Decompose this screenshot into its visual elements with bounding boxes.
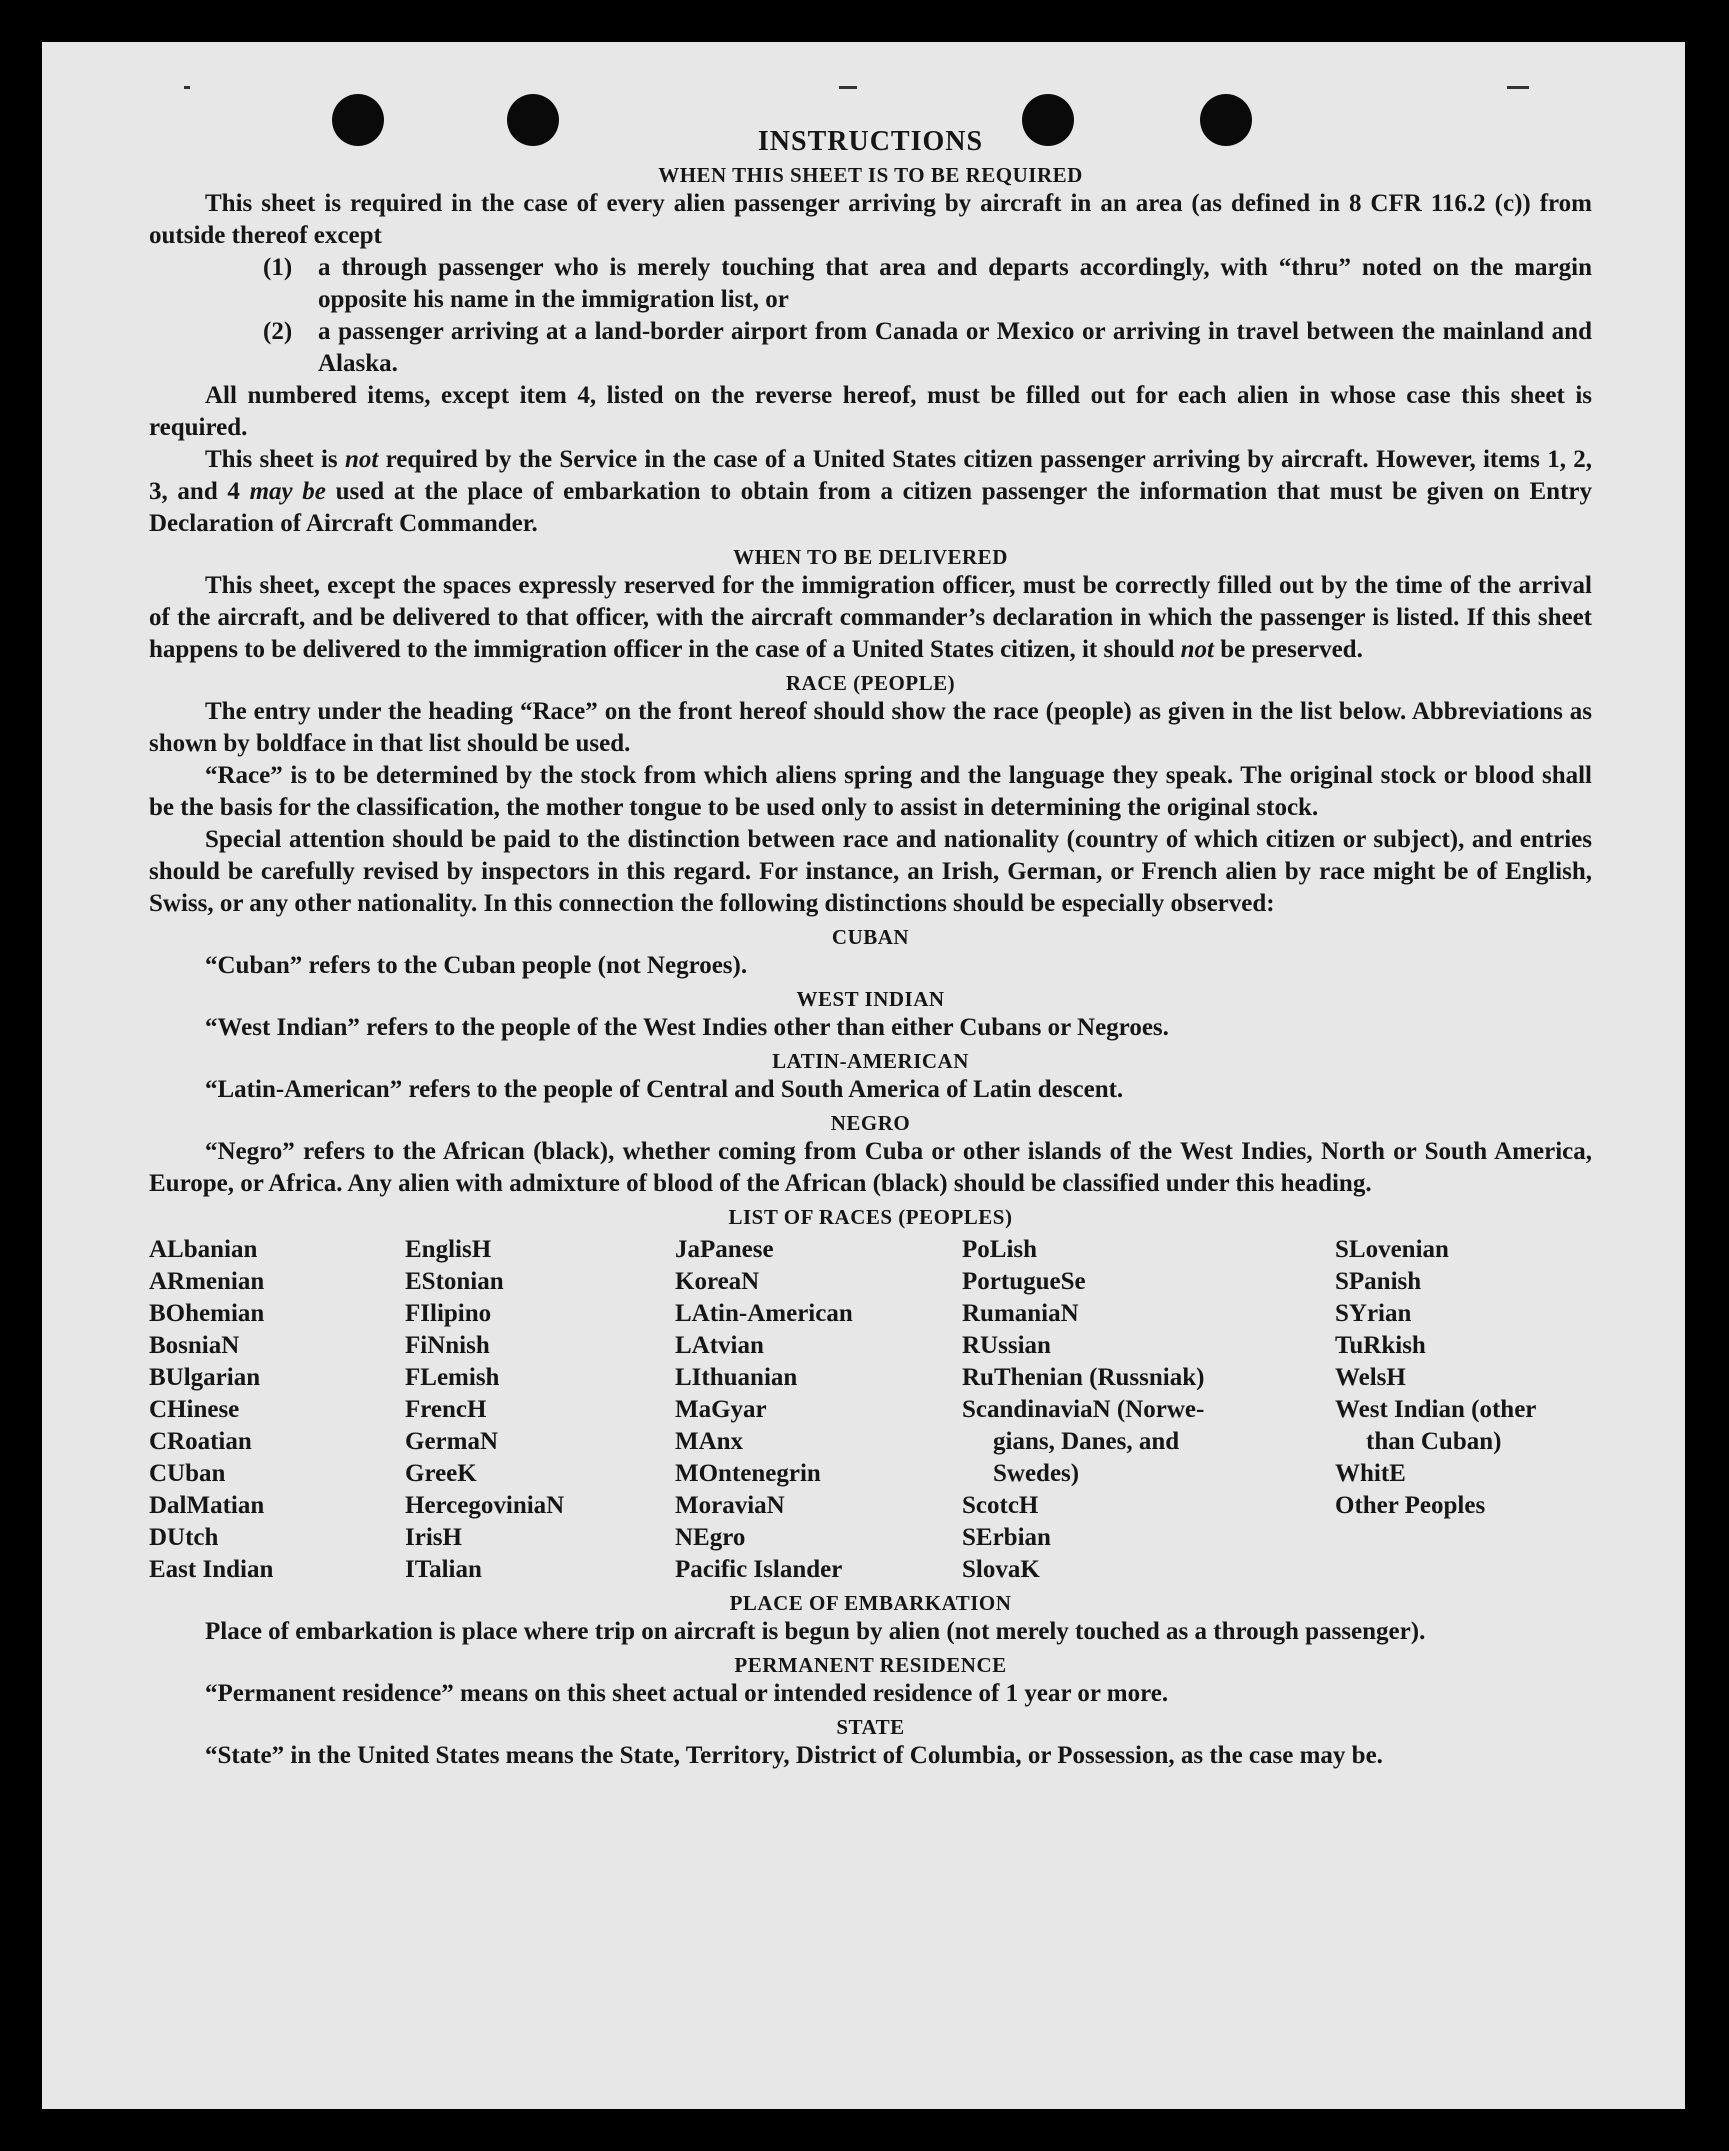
race-item: BOhemian: [149, 1300, 265, 1327]
race-item: gians, Danes, and: [993, 1428, 1180, 1455]
race-item: than Cuban): [1366, 1428, 1502, 1455]
section-heading: PLACE OF EMBARKATION: [729, 1591, 1012, 1615]
race-item: RuThenian (Russniak): [962, 1364, 1205, 1391]
race-item: NEgro: [675, 1524, 746, 1551]
instructions-body: [149, 126, 1592, 1772]
list-item: [263, 252, 1592, 316]
race-item: SPanish: [1335, 1268, 1422, 1295]
paragraph: “State” in the United States means the State, Territory, District of Columbia, or Possession, as the case may be.: [205, 1742, 1383, 1769]
section-heading: LIST OF RACES (PEOPLES): [728, 1205, 1013, 1229]
section-heading: WHEN TO BE DELIVERED: [733, 545, 1008, 569]
race-item: SYrian: [1335, 1300, 1412, 1327]
race-item: CRoatian: [149, 1428, 252, 1455]
race-item: PortugueSe: [962, 1268, 1086, 1295]
race-list: [149, 1234, 1592, 1586]
race-item: FiNnish: [405, 1332, 490, 1359]
race-item: MOntenegrin: [675, 1460, 821, 1487]
paragraph: “Permanent residence” means on this sheet actual or intended residence of 1 year or more.: [205, 1680, 1169, 1707]
race-item: Other Peoples: [1335, 1492, 1486, 1519]
race-item: HercegoviniaN: [405, 1492, 565, 1519]
race-item: SLovenian: [1335, 1236, 1449, 1263]
paragraph: This sheet is required in the case of every alien passenger arriving by aircraft in an area (as defined in 8 CFR 116.2 (c)) from outside thereof except: [149, 190, 1592, 249]
race-item: ITalian: [405, 1556, 482, 1583]
race-item: MoraviaN: [675, 1492, 785, 1519]
race-item: WelsH: [1335, 1364, 1406, 1391]
section-heading: PERMANENT RESIDENCE: [734, 1653, 1007, 1677]
race-item: DalMatian: [149, 1492, 265, 1519]
race-item: LIthuanian: [675, 1364, 798, 1391]
race-item: GreeK: [405, 1460, 477, 1487]
section-heading: WHEN THIS SHEET IS TO BE REQUIRED: [658, 163, 1083, 187]
section-heading: STATE: [836, 1715, 905, 1739]
race-item: CUban: [149, 1460, 226, 1487]
race-item: GermaN: [405, 1428, 499, 1455]
item-number: (1): [263, 254, 293, 281]
race-item: BosniaN: [149, 1332, 240, 1359]
race-item: CHinese: [149, 1396, 240, 1423]
race-column: [675, 1234, 962, 1586]
paragraph: “Latin-American” refers to the people of Central and South America of Latin descent.: [205, 1076, 1124, 1103]
race-item: ScotcH: [962, 1492, 1039, 1519]
item-text: a through passenger who is merely touching that area and departs accordingly, with “thru” noted on the margin opposite his name in the immigration list, or: [318, 254, 1592, 313]
race-column: [149, 1234, 405, 1586]
race-item: FrencH: [405, 1396, 487, 1423]
race-item: PoLish: [962, 1236, 1038, 1263]
race-column: [1335, 1234, 1592, 1586]
paragraph: This sheet is not required by the Service in the case of a United States citizen passenger arriving by aircraft. However, items 1, 2, 3, and 4 may be used at the place of embarkation to obtain from a citizen passenger the information that must be given on Entry Declaration of Aircraft Commander.: [149, 446, 1592, 537]
paragraph: “West Indian” refers to the people of the West Indies other than either Cubans or Negroes.: [205, 1014, 1169, 1041]
paragraph: Place of embarkation is place where trip on aircraft is begun by alien (not merely touched as a through passenger).: [205, 1618, 1426, 1645]
race-item: SErbian: [962, 1524, 1051, 1551]
race-column: [405, 1234, 675, 1586]
race-item: JaPanese: [675, 1236, 774, 1263]
race-item: LAtvian: [675, 1332, 764, 1359]
race-item: LAtin-American: [675, 1300, 853, 1327]
race-item: EStonian: [405, 1268, 504, 1295]
paragraph: This sheet, except the spaces expressly reserved for the immigration officer, must be correctly filled out by the time of the arrival of the aircraft, and be delivered to that officer, with the aircraft commander’s declaration in which the passenger is listed. If this sheet happens to be delivered to the immigration officer in the case of a United States citizen, it should not be preserved.: [149, 572, 1592, 663]
race-item: WhitE: [1335, 1460, 1406, 1487]
paragraph: “Cuban” refers to the Cuban people (not Negroes).: [205, 952, 748, 979]
race-item: SlovaK: [962, 1556, 1040, 1583]
race-item: BUlgarian: [149, 1364, 261, 1391]
section-heading: WEST INDIAN: [796, 987, 945, 1011]
paragraph: “Negro” refers to the African (black), whether coming from Cuba or other islands of the West Indies, North or South America, Europe, or Africa. Any alien with admixture of blood of the African (black) should be classified under this heading.: [149, 1138, 1592, 1197]
race-item: MAnx: [675, 1428, 744, 1455]
list-item: [263, 316, 1592, 380]
document-page: [42, 42, 1685, 2109]
race-item: FIlipino: [405, 1300, 492, 1327]
item-number: (2): [263, 318, 293, 345]
race-item: MaGyar: [675, 1396, 767, 1423]
race-item: RUssian: [962, 1332, 1051, 1359]
section-heading: LATIN-AMERICAN: [772, 1049, 969, 1073]
race-item: DUtch: [149, 1524, 219, 1551]
race-item: ALbanian: [149, 1236, 258, 1263]
paragraph: All numbered items, except item 4, listed on the reverse hereof, must be filled out for each alien in whose case this sheet is required.: [149, 382, 1592, 441]
race-item: Swedes): [993, 1460, 1080, 1487]
section-heading: NEGRO: [830, 1111, 911, 1135]
item-text: a passenger arriving at a land-border airport from Canada or Mexico or arriving in travel between the mainland and Alaska.: [318, 318, 1592, 377]
race-item: RumaniaN: [962, 1300, 1079, 1327]
race-item: Pacific Islander: [675, 1556, 843, 1583]
race-column: [962, 1234, 1335, 1586]
race-item: EnglisH: [405, 1236, 492, 1263]
print-mark: [839, 86, 857, 89]
paragraph: The entry under the heading “Race” on the front hereof should show the race (people) as given in the list below. Abbreviations as shown by boldface in that list should be used.: [149, 698, 1592, 757]
race-item: KoreaN: [675, 1268, 760, 1295]
race-item: West Indian (other: [1335, 1396, 1537, 1423]
page-title: INSTRUCTIONS: [757, 126, 984, 157]
race-item: ScandinaviaN (Norwe-: [962, 1396, 1205, 1423]
race-item: East Indian: [149, 1556, 274, 1583]
race-item: FLemish: [405, 1364, 500, 1391]
race-item: TuRkish: [1335, 1332, 1426, 1359]
race-item: IrisH: [405, 1524, 462, 1551]
print-mark: [1507, 86, 1529, 89]
section-heading: CUBAN: [831, 925, 910, 949]
paragraph: “Race” is to be determined by the stock from which aliens spring and the language they speak. The original stock or blood shall be the basis for the classification, the mother tongue to be used only to assist in determining the original stock.: [149, 762, 1592, 821]
section-heading: RACE (PEOPLE): [785, 671, 956, 695]
print-mark: [184, 86, 190, 89]
race-item: ARmenian: [149, 1268, 265, 1295]
paragraph: Special attention should be paid to the distinction between race and nationality (country of which citizen or subject), and entries should be carefully revised by inspectors in this regard. For instance, an Irish, German, or French alien by race might be of English, Swiss, or any other nationality. In this connection the following distinctions should be especially observed:: [149, 826, 1592, 917]
